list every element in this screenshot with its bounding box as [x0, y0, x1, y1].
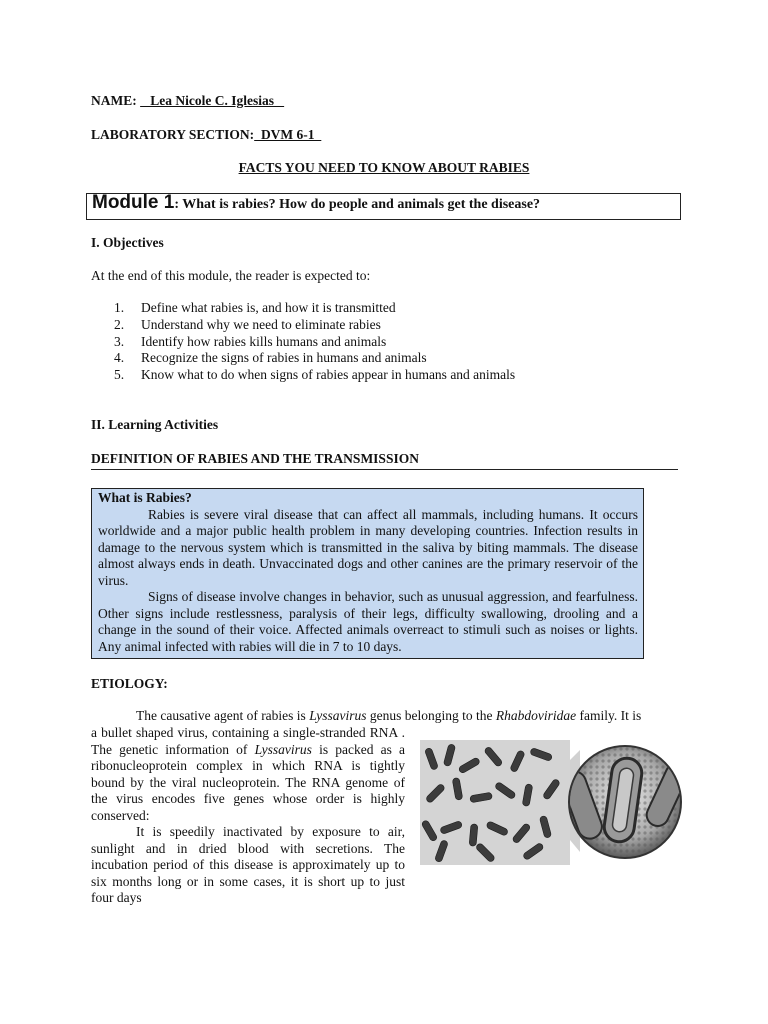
- objective-text: Recognize the signs of rabies in humans and animals: [141, 350, 427, 366]
- module-label: Module 1: [92, 192, 175, 213]
- module-heading-box: [86, 193, 681, 220]
- objective-number: 2.: [114, 316, 125, 332]
- objective-text: Understand why we need to eliminate rabies: [141, 316, 381, 332]
- etiology-column: [91, 725, 405, 907]
- etiology-text: The causative agent of rabies is: [136, 708, 310, 723]
- objective-number: 5.: [114, 367, 125, 383]
- rabies-paragraph-2: Signs of disease involve changes in behavior, such as unusual aggression, and fearfulness. Other signs include restlessness, paralysis of their legs, difficulty swallowing, drooling and a change in the sound of their voice. Affected animals overreact to stimuli such as noises or lights. Any animal infected with rabies will die in 7 to 10 days.: [98, 589, 638, 654]
- objective-item: [114, 334, 515, 351]
- definition-heading: DEFINITION OF RABIES AND THE TRANSMISSION: [91, 451, 678, 470]
- rabies-paragraph-1: Rabies is severe viral disease that can affect all mammals, including humans. It occurs worldwide and a major public health problem in many developing countries. Infection results in damage to the nervous system which is transmitted in the saliva by biting mammals. The disease almost always ends in death. Unvaccinated dogs and other canines are the primary reservoir of the virus.: [98, 506, 638, 588]
- name-label: NAME:: [91, 93, 137, 108]
- objective-item: [114, 350, 515, 367]
- objective-item: [114, 300, 515, 317]
- etiology-paragraph-2: It is speedily inactivated by exposure to air, sunlight and in dried blood with secretions. The incubation period of this disease is approximately up to six months long or in some cases, it is short up to just four days: [91, 824, 405, 905]
- objectives-list: [114, 300, 515, 384]
- genus-name: Lyssavirus: [254, 741, 312, 757]
- rabies-box-title: What is Rabies?: [98, 490, 192, 505]
- family-name: Rhabdoviridae: [495, 708, 577, 723]
- objective-item: [114, 317, 515, 334]
- name-line: [91, 93, 284, 110]
- objective-number: 1.: [114, 300, 125, 315]
- etiology-heading: ETIOLOGY:: [91, 676, 168, 691]
- objective-text: Define what rabies is, and how it is transmitted: [141, 300, 396, 315]
- lab-section-value: DVM 6-1: [254, 127, 322, 142]
- lab-section-label: LABORATORY SECTION:: [91, 127, 255, 142]
- module-question: : What is rabies? How do people and animals get the disease?: [174, 197, 541, 212]
- learning-activities-heading: II. Learning Activities: [91, 417, 219, 432]
- genus-name: Lyssavirus: [309, 708, 367, 723]
- objectives-intro: At the end of this module, the reader is expected to:: [91, 268, 371, 283]
- objective-item: [114, 367, 515, 384]
- objective-number: 4.: [114, 350, 125, 366]
- document-title: FACTS YOU NEED TO KNOW ABOUT RABIES: [238, 160, 530, 175]
- what-is-rabies-box: [91, 488, 644, 659]
- name-value: Lea Nicole C. Iglesias: [140, 93, 285, 108]
- objective-text: Know what to do when signs of rabies appear in humans and animals: [141, 367, 516, 383]
- etiology-text: family. It is: [576, 708, 642, 723]
- lab-section-line: [91, 127, 321, 144]
- rabies-virus-micrograph: [420, 740, 685, 865]
- etiology-text: is packed as a ribonucleoprotein complex in which RNA is tightly bound by the viral nucleoprotein. The RNA genome of the virus encodes five genes whose order is highly conserved:: [91, 741, 405, 823]
- objectives-heading: I. Objectives: [91, 235, 164, 250]
- etiology-text: genus belonging to the: [366, 708, 496, 723]
- etiology-text: a bullet shaped virus, containing a single-stranded RNA . The genetic information of: [91, 725, 405, 757]
- etiology-first-line: [91, 708, 681, 725]
- etiology-paragraph: [91, 725, 405, 824]
- objective-text: Identify how rabies kills humans and animals: [141, 333, 387, 349]
- objective-number: 3.: [114, 333, 125, 349]
